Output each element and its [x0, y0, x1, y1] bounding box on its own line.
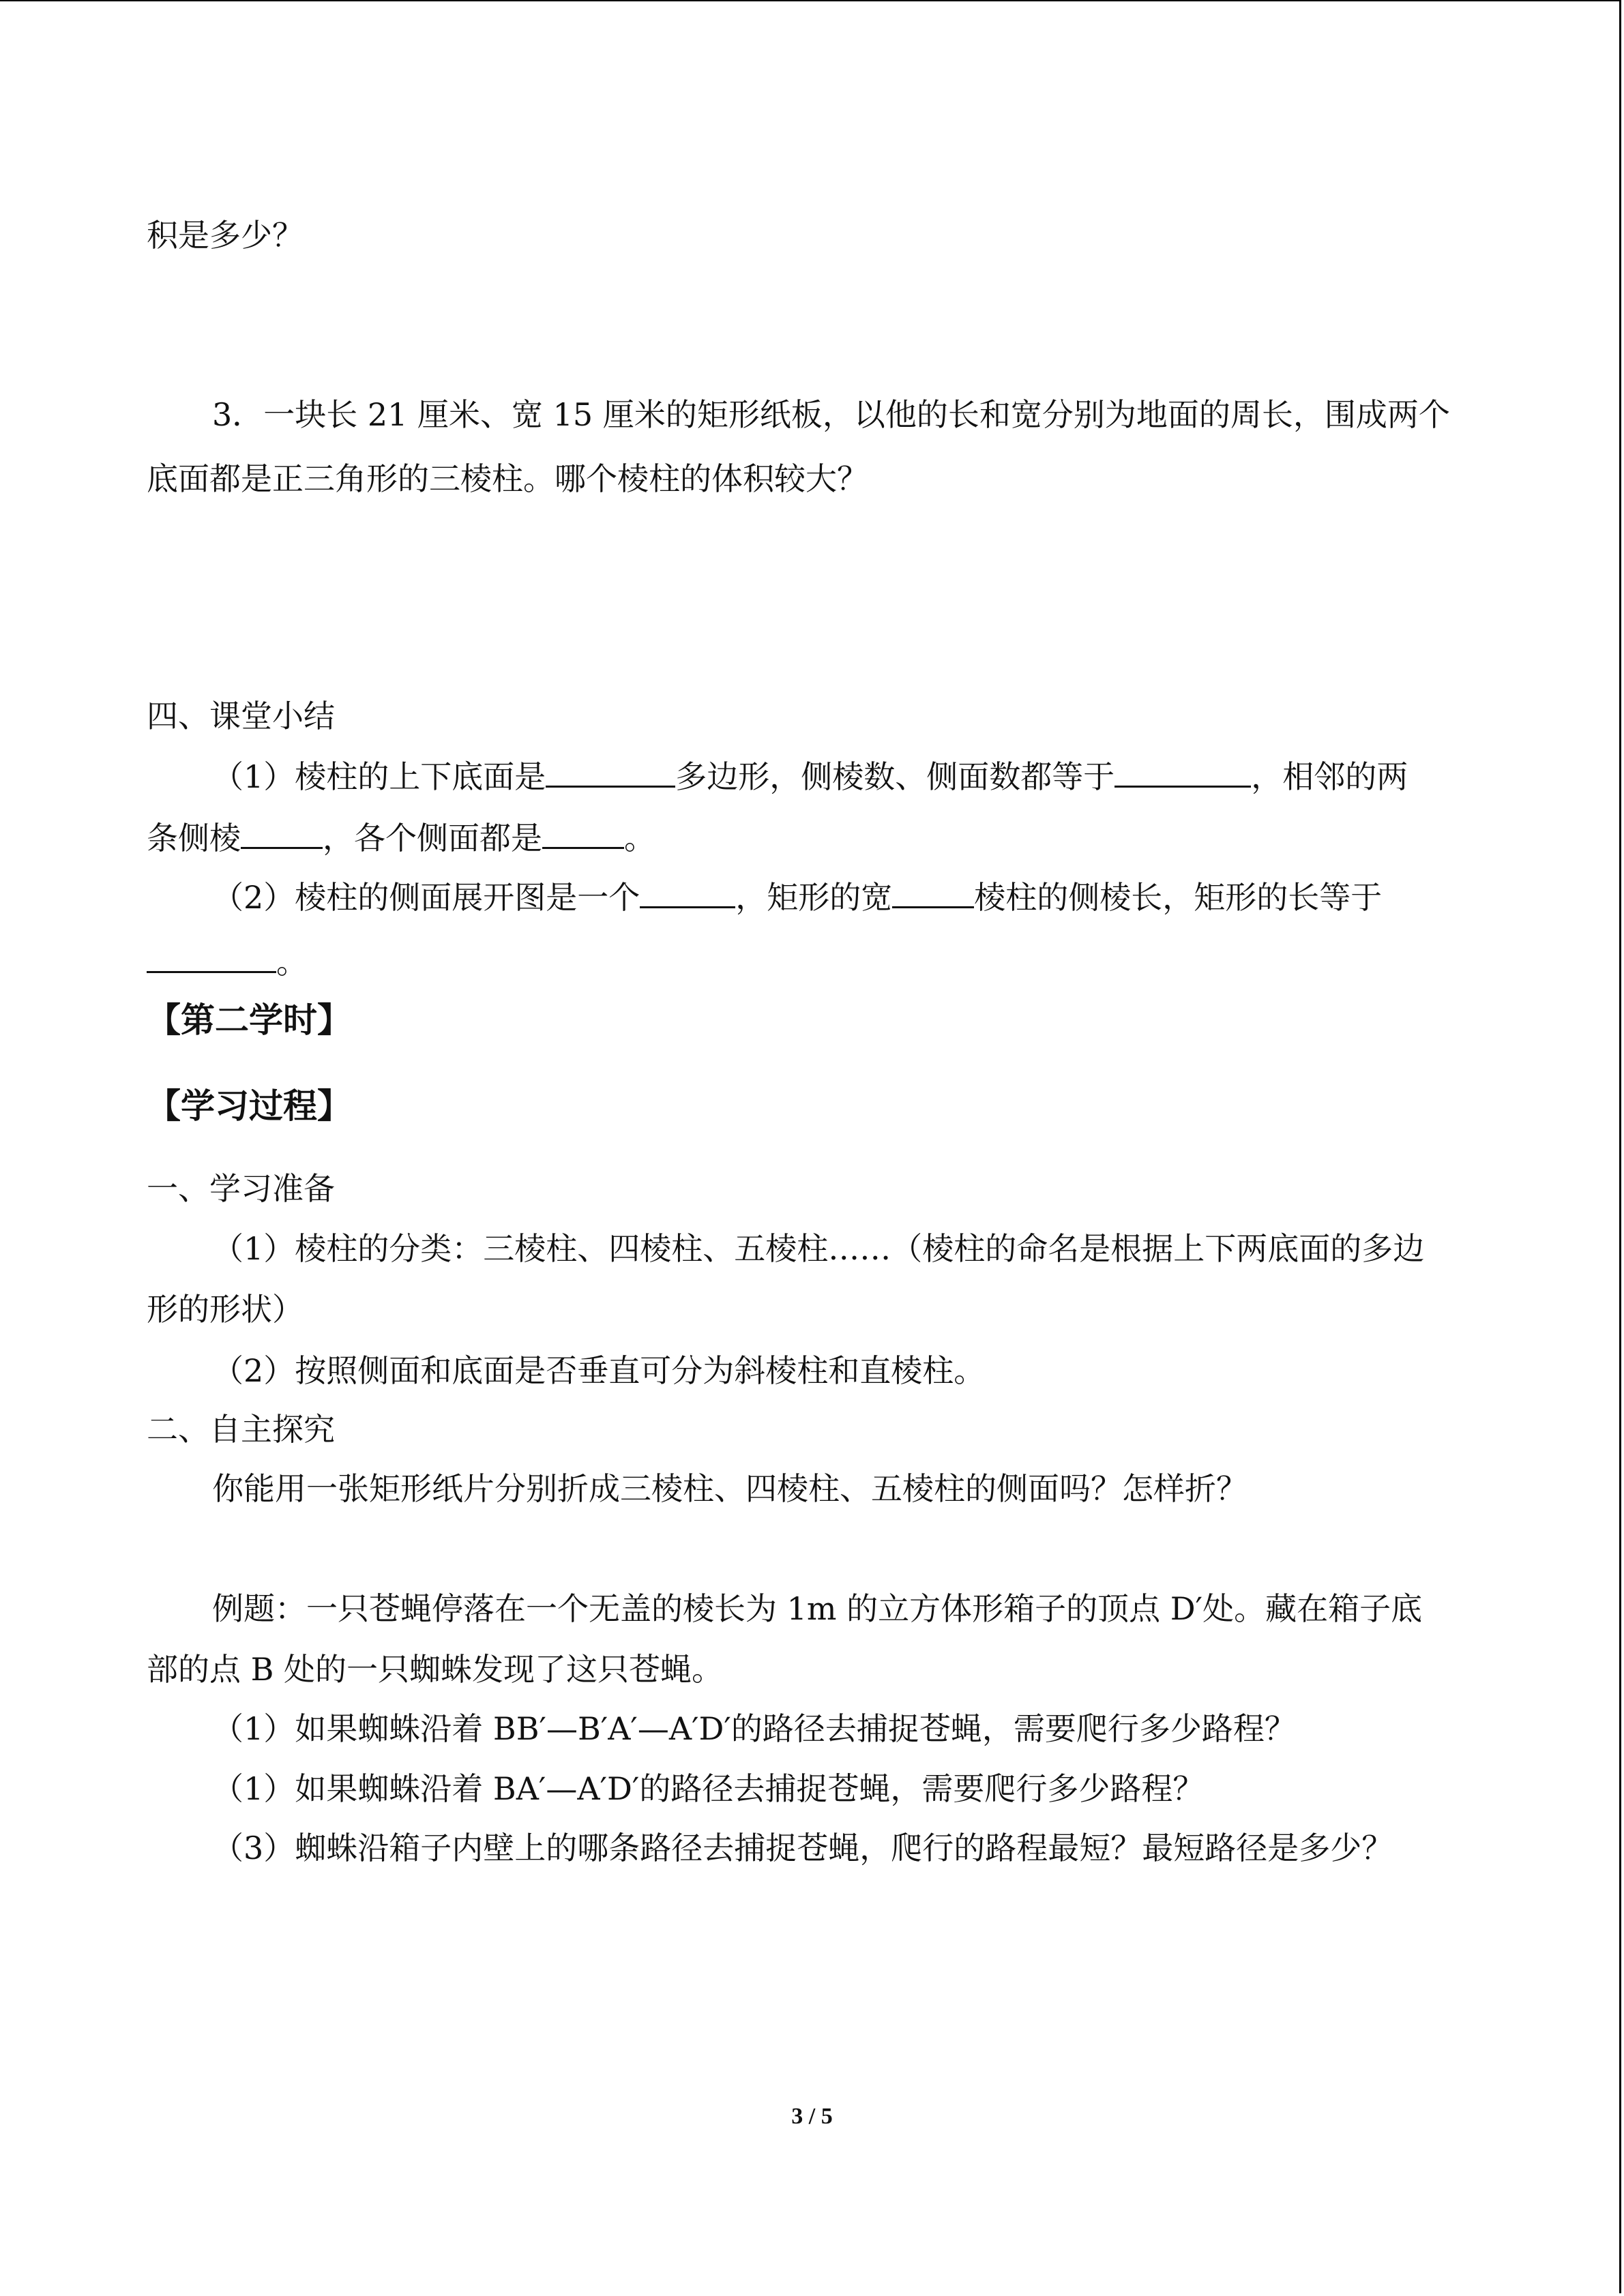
- summary-item-2-line-2: [147, 941, 308, 983]
- lesson-2-heading: 【第二学时】: [147, 1000, 351, 1040]
- explore-question: 你能用一张矩形纸片分别折成三棱柱、四棱柱、五棱柱的侧面吗？怎样折？: [212, 1470, 1247, 1507]
- fill-blank[interactable]: [546, 756, 675, 788]
- summary-text: 多边形，侧棱数、侧面数都等于: [675, 758, 1115, 795]
- example-question-2: （1）如果蜘蛛沿着 BA′—A′D′的路径去捕捉苍蝇，需要爬行多少路程？: [212, 1770, 1205, 1807]
- text-line: 积是多少？: [147, 217, 304, 254]
- question-3-line-2: 底面都是正三角形的三棱柱。哪个棱柱的体积较大？: [147, 460, 868, 497]
- summary-item-1-line-2: [147, 817, 655, 859]
- summary-text: 棱柱的侧棱长，矩形的长等于: [974, 879, 1383, 916]
- page-number: 3 / 5: [791, 2104, 833, 2129]
- fill-blank[interactable]: [892, 876, 974, 908]
- fill-blank[interactable]: [147, 941, 276, 973]
- example-question-3: （3）蜘蛛沿箱子内壁上的哪条路径去捕捉苍蝇，爬行的路程最短？最短路径是多少？: [212, 1830, 1393, 1866]
- section-2-title: 二、自主探究: [147, 1411, 335, 1448]
- example-question-1: （1）如果蜘蛛沿着 BB′—B′A′—A′D′的路径去捕捉苍蝇，需要爬行多少路程？: [212, 1710, 1296, 1747]
- fill-blank[interactable]: [640, 876, 735, 908]
- fill-blank[interactable]: [1114, 756, 1251, 788]
- prep-item-2: （2）按照侧面和底面是否垂直可分为斜棱柱和直棱柱。: [212, 1352, 986, 1389]
- example-line-2: 部的点 B 处的一只蜘蛛发现了这只苍蝇。: [147, 1651, 724, 1688]
- summary-item-1-line-1: [212, 756, 1408, 797]
- prep-item-1-line-2: 形的形状）: [147, 1291, 304, 1328]
- learning-process-heading: 【学习过程】: [147, 1086, 351, 1126]
- summary-text: 。: [276, 944, 308, 981]
- summary-text: ，相邻的两: [1251, 758, 1408, 795]
- summary-text: （2）棱柱的侧面展开图是一个: [212, 879, 640, 916]
- summary-text: ，矩形的宽: [735, 879, 893, 916]
- prep-item-1-line-1: （1）棱柱的分类：三棱柱、四棱柱、五棱柱……（棱柱的命名是根据上下两底面的多边: [212, 1230, 1425, 1267]
- example-line-1: 例题：一只苍蝇停落在一个无盖的棱长为 1m 的立方体形箱子的顶点 D′处。藏在箱子底: [212, 1590, 1423, 1627]
- question-3-line-1: 3．一块长 21 厘米、宽 15 厘米的矩形纸板，以他的长和宽分别为地面的周长，围成两个: [212, 396, 1450, 433]
- fill-blank[interactable]: [241, 817, 323, 849]
- summary-item-2-line-1: [212, 876, 1382, 918]
- summary-text: ，各个侧面都是: [323, 820, 542, 856]
- summary-text: （1）棱柱的上下底面是: [212, 758, 546, 795]
- section-4-title: 四、课堂小结: [147, 698, 335, 734]
- fill-blank[interactable]: [542, 817, 624, 849]
- summary-text: 条侧棱: [147, 820, 241, 856]
- summary-text: 。: [624, 820, 655, 856]
- section-1-title: 一、学习准备: [147, 1170, 335, 1207]
